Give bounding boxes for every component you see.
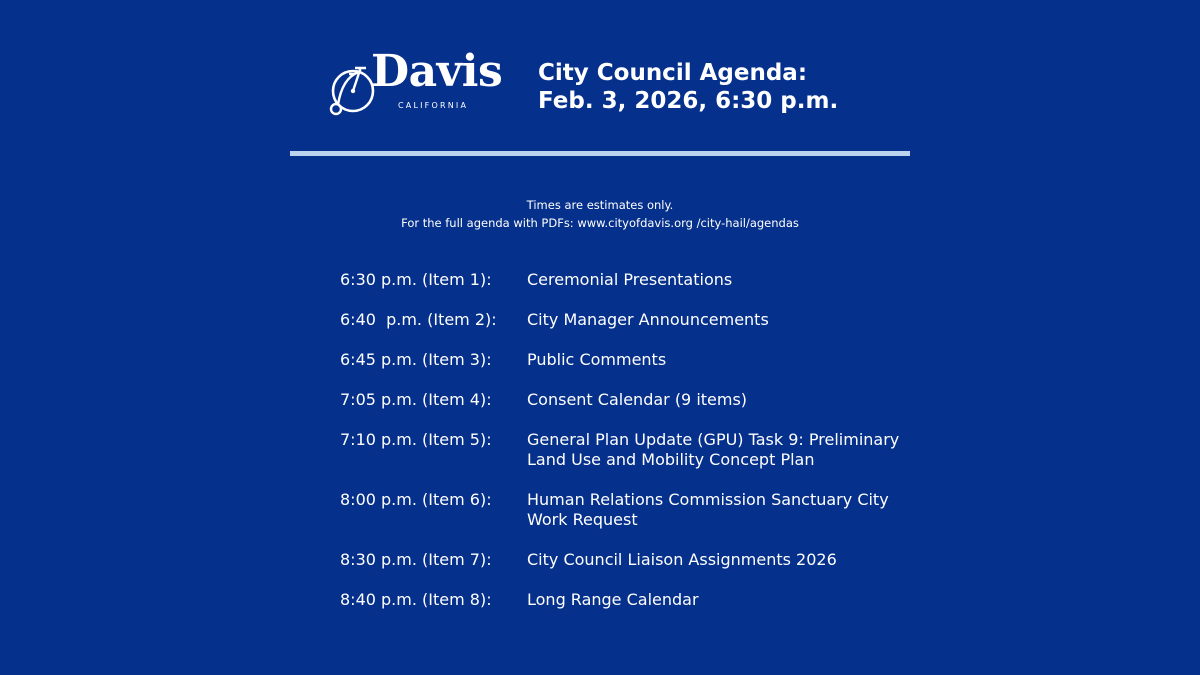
agenda-item [340, 490, 940, 530]
agenda-item-title: Public Comments [527, 350, 667, 369]
title-line-1: City Council Agenda: [538, 60, 808, 86]
page-title [538, 59, 838, 115]
agenda-item [340, 310, 940, 330]
agenda-item [340, 590, 940, 610]
city-logo [328, 46, 503, 120]
agenda-item [340, 550, 940, 570]
agenda-item-time: 7:10 p.m. (Item 5): [340, 430, 492, 449]
agenda-item-title: Consent Calendar (9 items) [527, 390, 748, 409]
agenda-list [340, 270, 940, 630]
logo-subtitle: CALIFORNIA [398, 101, 469, 110]
agenda-item-time: 7:05 p.m. (Item 4): [340, 390, 492, 409]
agenda-item-time: 6:30 p.m. (Item 1): [340, 270, 492, 289]
agenda-item-title: General Plan Update (GPU) Task 9: Preliminary Land Use and Mobility Concept Plan [527, 430, 900, 469]
agenda-item-title: Long Range Calendar [527, 590, 699, 609]
note-line-1: Times are estimates only. [526, 198, 674, 212]
agenda-item-title: City Manager Announcements [527, 310, 769, 329]
agenda-item-time: 8:40 p.m. (Item 8): [340, 590, 492, 609]
title-line-2: Feb. 3, 2026, 6:30 p.m. [538, 88, 839, 114]
agenda-item-time: 6:45 p.m. (Item 3): [340, 350, 492, 369]
agenda-item [340, 430, 940, 470]
agenda-item [340, 270, 940, 290]
header-divider [290, 151, 910, 156]
agenda-item-time: 8:30 p.m. (Item 7): [340, 550, 492, 569]
note-line-2: For the full agenda with PDFs: www.cityofdavis.org /city-hail/agendas [401, 216, 799, 230]
agenda-item [340, 350, 940, 370]
logo-wordmark: Davis [371, 46, 503, 97]
agenda-item-title: City Council Liaison Assignments 2026 [527, 550, 837, 569]
agenda-item-time: 8:00 p.m. (Item 6): [340, 490, 492, 509]
agenda-item-title: Ceremonial Presentations [527, 270, 733, 289]
agenda-item-title: Human Relations Commission Sanctuary City Work Request [527, 490, 889, 529]
agenda-item [340, 390, 940, 410]
agenda-item-time: 6:40 p.m. (Item 2): [340, 310, 497, 329]
estimate-note [0, 196, 1200, 232]
